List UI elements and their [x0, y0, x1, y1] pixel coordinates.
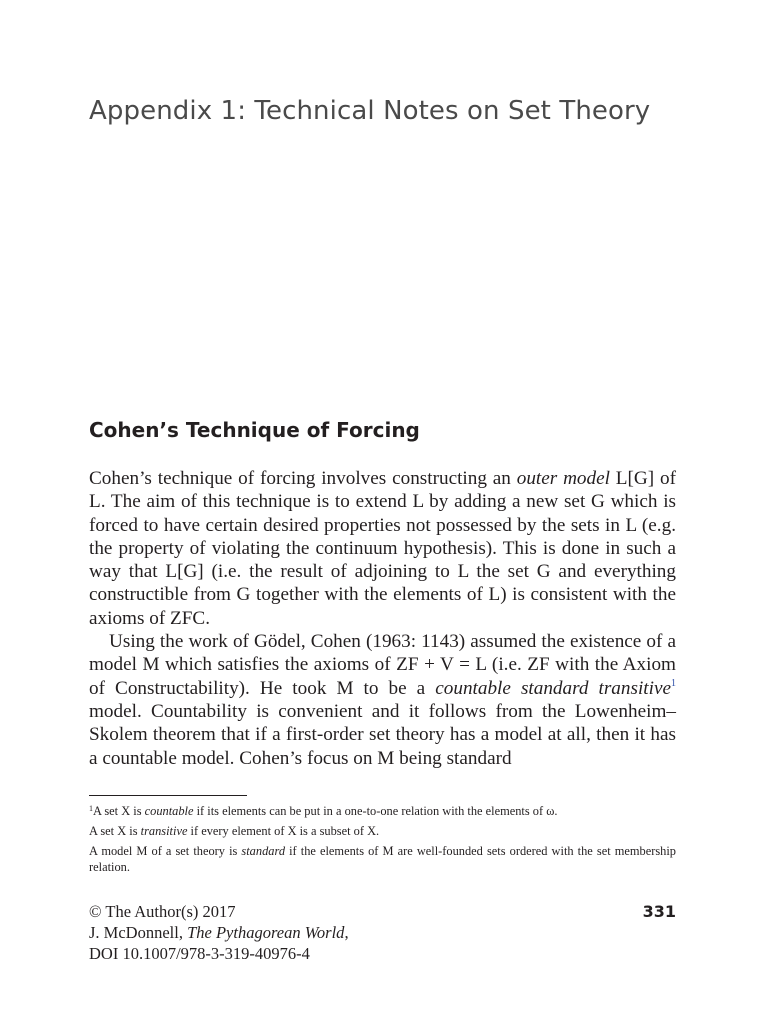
paragraph-2: Using the work of Gödel, Cohen (1963: 1143) assumed the existence of a model M which satisfies the axioms of ZF + V = L (i.e. ZF with the Axiom of Constructability). He took M to be a countable standard transitive$^1$ model. Countability is convenient and it follows from the Lowenheim–Skolem theorem that if a first-order set theory has a model at all, then it has a countable model. Cohen’s focus on M being standard [89, 631, 676, 769]
doi-line[interactable]: DOI 10.1007/978-3-319-40976-4 [89, 944, 310, 963]
footnote-mark: 1 [89, 804, 93, 813]
body-text [89, 467, 676, 770]
footnote-1-cont-standard: A model M of a set theory is standard if the elements of M are well-founded sets ordered with the set membership relation. [89, 844, 676, 874]
section-heading: Cohen’s Technique of Forcing [89, 418, 420, 442]
footnotes [89, 803, 676, 879]
paragraph-1: Cohen’s technique of forcing involves constructing an outer model L[G] of L. The aim of this technique is to extend L by adding a new set G which is forced to have certain desired properties not possessed by the sets in L (e.g. the property of violating the continuum hypothesis). This is done in such a way that L[G] (i.e. the result of adjoining to L the set G and everything constructible from G together with the elements of L) is consistent with the axioms of ZFC. [89, 468, 676, 629]
emphasis-outer-model: outer model [516, 468, 610, 489]
emphasis-countable-standard-transitive: countable standard transitive [435, 677, 671, 699]
footnote-reference-1[interactable]: 1 [670, 677, 676, 689]
book-title: The Pythagorean World [187, 923, 345, 942]
page-number: 331 [642, 902, 676, 921]
footnote-1: $^1$A set X is countable if its elements can be put in a one-to-one relation with the elements of ω. [89, 804, 558, 818]
chapter-title: Appendix 1: Technical Notes on Set Theory [89, 96, 651, 126]
footnote-1-cont-transitive: A set X is transitive if every element of X is a subset of X. [89, 824, 380, 838]
copyright-line: © The Author(s) 2017 [89, 902, 236, 921]
citation-line: J. McDonnell, The Pythagorean World, [89, 923, 349, 942]
footnote-divider [89, 795, 247, 796]
imprint [89, 901, 509, 964]
